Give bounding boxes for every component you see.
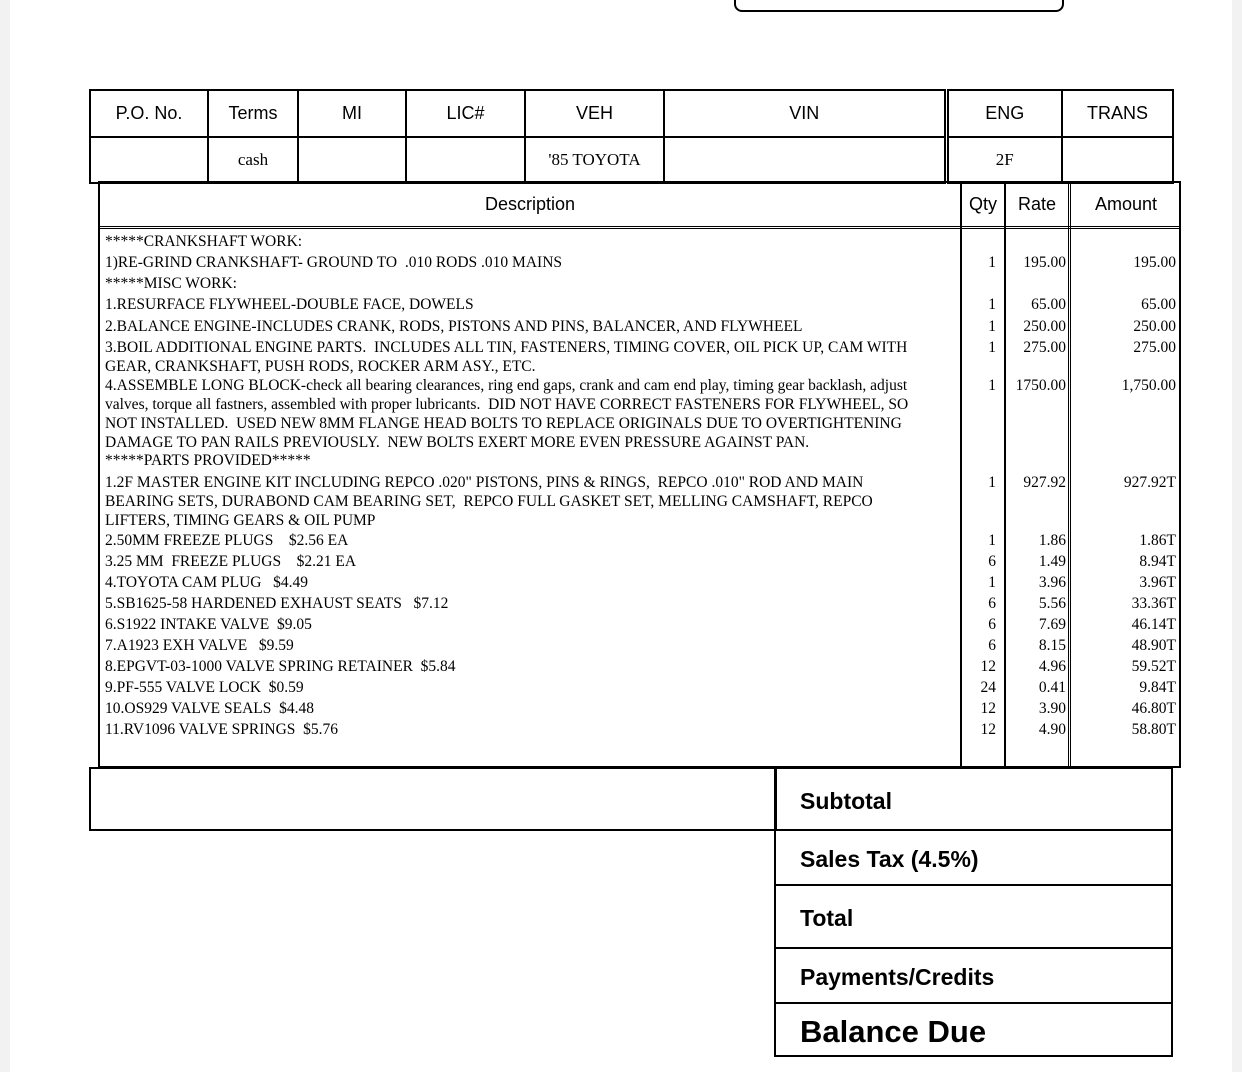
item-qty: 6 xyxy=(988,637,996,654)
item-amount: 9.84T xyxy=(1139,679,1176,696)
veh-value: '85 TOYOTA xyxy=(525,137,664,183)
item-qty: 24 xyxy=(980,679,996,696)
item-rate: 1.86 xyxy=(1038,532,1066,549)
item-description: 4.TOYOTA CAM PLUG $4.49 xyxy=(105,574,308,591)
item-description: 4.ASSEMBLE LONG BLOCK-check all bearing clearances, ring end gaps, crank and cam end play, timing gear backlash, adjust valves, torque all fastners, assembled with proper lubricants. DID NOT HAVE CORRECT FASTENERS FOR FLYWHEEL, SO NOT INSTALLED. USED NEW 8MM FLANGE HEAD BOLTS TO REPLACE ORIGINALS DUE TO OVERTIGHTENING DAMAGE TO PAN RAILS PREVIOUSLY. NEW BOLTS EXERT MORE EVEN PRESSURE AGAINST PAN. xyxy=(105,377,909,451)
trans-label: TRANS xyxy=(1062,90,1173,137)
item-rate: 4.96 xyxy=(1038,658,1066,675)
item-amount: 48.90T xyxy=(1131,637,1176,654)
item-amount: 195.00 xyxy=(1133,254,1176,271)
balance-due-row xyxy=(774,1002,1173,1057)
rate-header: Rate xyxy=(1017,194,1057,214)
item-description: 11.RV1096 VALVE SPRINGS $5.76 xyxy=(105,721,339,738)
item-rate: 927.92 xyxy=(1023,474,1066,491)
logo-frame-fragment xyxy=(734,0,1064,12)
item-amount: 46.80T xyxy=(1131,700,1176,717)
mi-value xyxy=(298,137,406,183)
sales-tax-label: Sales Tax (4.5%) xyxy=(800,846,979,872)
item-description: 2.BALANCE ENGINE-INCLUDES CRANK, RODS, PISTONS AND PINS, BALANCER, AND FLYWHEEL xyxy=(105,318,803,335)
qty-header: Qty xyxy=(968,194,997,214)
item-description: 3.25 MM FREEZE PLUGS $2.21 EA xyxy=(105,553,357,570)
item-description: *****CRANKSHAFT WORK: xyxy=(105,233,303,250)
item-qty: 12 xyxy=(980,658,996,675)
item-qty: 1 xyxy=(988,339,996,356)
description-header: Description xyxy=(484,194,576,214)
item-description: 6.S1922 INTAKE VALVE $9.05 xyxy=(105,616,312,633)
amount-column-divider xyxy=(1068,183,1071,766)
item-amount: 275.00 xyxy=(1133,339,1176,356)
item-qty: 6 xyxy=(988,616,996,633)
item-rate: 8.15 xyxy=(1038,637,1066,654)
item-amount: 927.92T xyxy=(1123,474,1176,491)
veh-label: VEH xyxy=(525,90,664,137)
item-description: 1.RESURFACE FLYWHEEL-DOUBLE FACE, DOWELS xyxy=(105,296,474,313)
vehicle-info-table xyxy=(89,89,1174,184)
sales-tax-row xyxy=(774,829,1173,886)
invoice-page xyxy=(10,0,1232,1072)
item-description: 7.A1923 EXH VALVE $9.59 xyxy=(105,637,294,654)
item-amount: 59.52T xyxy=(1131,658,1176,675)
item-description: 3.BOIL ADDITIONAL ENGINE PARTS. INCLUDES ALL TIN, FASTENERS, TIMING COVER, OIL PICK UP, CAM WITH GEAR, CRANKSHAFT, PUSH RODS, ROCKER ARM ASY., ETC. xyxy=(105,339,908,375)
item-amount: 46.14T xyxy=(1131,616,1176,633)
po-number-value xyxy=(90,137,208,183)
item-amount: 8.94T xyxy=(1139,553,1176,570)
payments-label: Payments/Credits xyxy=(800,964,995,990)
item-amount: 33.36T xyxy=(1131,595,1176,612)
item-rate: 3.96 xyxy=(1038,574,1066,591)
total-label: Total xyxy=(800,905,854,931)
subtotal-label: Subtotal xyxy=(800,788,892,814)
item-amount: 3.96T xyxy=(1139,574,1176,591)
mi-label: MI xyxy=(298,90,406,137)
lic-value xyxy=(406,137,525,183)
eng-value: 2F xyxy=(946,137,1062,183)
item-description: 8.EPGVT-03-1000 VALVE SPRING RETAINER $5.84 xyxy=(105,658,456,675)
item-qty: 12 xyxy=(980,700,996,717)
item-rate: 0.41 xyxy=(1038,679,1066,696)
item-qty: 1 xyxy=(988,377,996,394)
amount-header: Amount xyxy=(1094,194,1158,214)
item-rate: 65.00 xyxy=(1031,296,1066,313)
item-rate: 3.90 xyxy=(1038,700,1066,717)
item-rate: 1.49 xyxy=(1038,553,1066,570)
item-amount: 58.80T xyxy=(1131,721,1176,738)
eng-label: ENG xyxy=(946,90,1062,137)
total-row xyxy=(774,884,1173,949)
item-description: 2.50MM FREEZE PLUGS $2.56 EA xyxy=(105,532,349,549)
item-qty: 1 xyxy=(988,296,996,313)
item-rate: 275.00 xyxy=(1023,339,1066,356)
item-rate: 7.69 xyxy=(1038,616,1066,633)
item-amount: 1,750.00 xyxy=(1121,377,1176,394)
terms-label: Terms xyxy=(208,90,298,137)
trans-value xyxy=(1062,137,1173,183)
item-qty: 1 xyxy=(988,474,996,491)
item-description: 10.OS929 VALVE SEALS $4.48 xyxy=(105,700,315,717)
item-qty: 6 xyxy=(988,595,996,612)
item-description: 1.2F MASTER ENGINE KIT INCLUDING REPCO .020" PISTONS, PINS & RINGS, REPCO .010" ROD AND MAIN BEARING SETS, DURABOND CAM BEARING SET, REPCO FULL GASKET SET, MELLING CAMSHAFT, REPCO LIFTERS, TIMING GEARS & OIL PUMP xyxy=(105,474,873,529)
lic-label: LIC# xyxy=(406,90,525,137)
memo-box xyxy=(89,767,777,831)
item-description: 5.SB1625-58 HARDENED EXHAUST SEATS $7.12 xyxy=(105,595,449,612)
payments-row xyxy=(774,947,1173,1004)
item-description: 9.PF-555 VALVE LOCK $0.59 xyxy=(105,679,304,696)
item-description: 1)RE-GRIND CRANKSHAFT- GROUND TO .010 RODS .010 MAINS xyxy=(105,254,563,271)
vin-value xyxy=(664,137,946,183)
item-rate: 5.56 xyxy=(1038,595,1066,612)
line-items-table xyxy=(98,181,1181,768)
item-qty: 1 xyxy=(988,574,996,591)
vin-label: VIN xyxy=(664,90,946,137)
item-amount: 1.86T xyxy=(1139,532,1176,549)
item-description: *****PARTS PROVIDED***** xyxy=(105,452,311,469)
subtotal-row xyxy=(774,767,1173,831)
item-rate: 4.90 xyxy=(1038,721,1066,738)
item-qty: 1 xyxy=(988,532,996,549)
item-amount: 65.00 xyxy=(1141,296,1176,313)
item-qty: 6 xyxy=(988,553,996,570)
item-qty: 12 xyxy=(980,721,996,738)
terms-value: cash xyxy=(208,137,298,183)
balance-due-label: Balance Due xyxy=(800,1014,987,1049)
item-qty: 1 xyxy=(988,318,996,335)
header-divider xyxy=(100,226,1179,229)
item-amount: 250.00 xyxy=(1133,318,1176,335)
item-rate: 1750.00 xyxy=(1015,377,1066,394)
item-rate: 250.00 xyxy=(1023,318,1066,335)
item-rate: 195.00 xyxy=(1023,254,1066,271)
item-description: *****MISC WORK: xyxy=(105,275,237,292)
po-number-label: P.O. No. xyxy=(90,90,208,137)
item-qty: 1 xyxy=(988,254,996,271)
